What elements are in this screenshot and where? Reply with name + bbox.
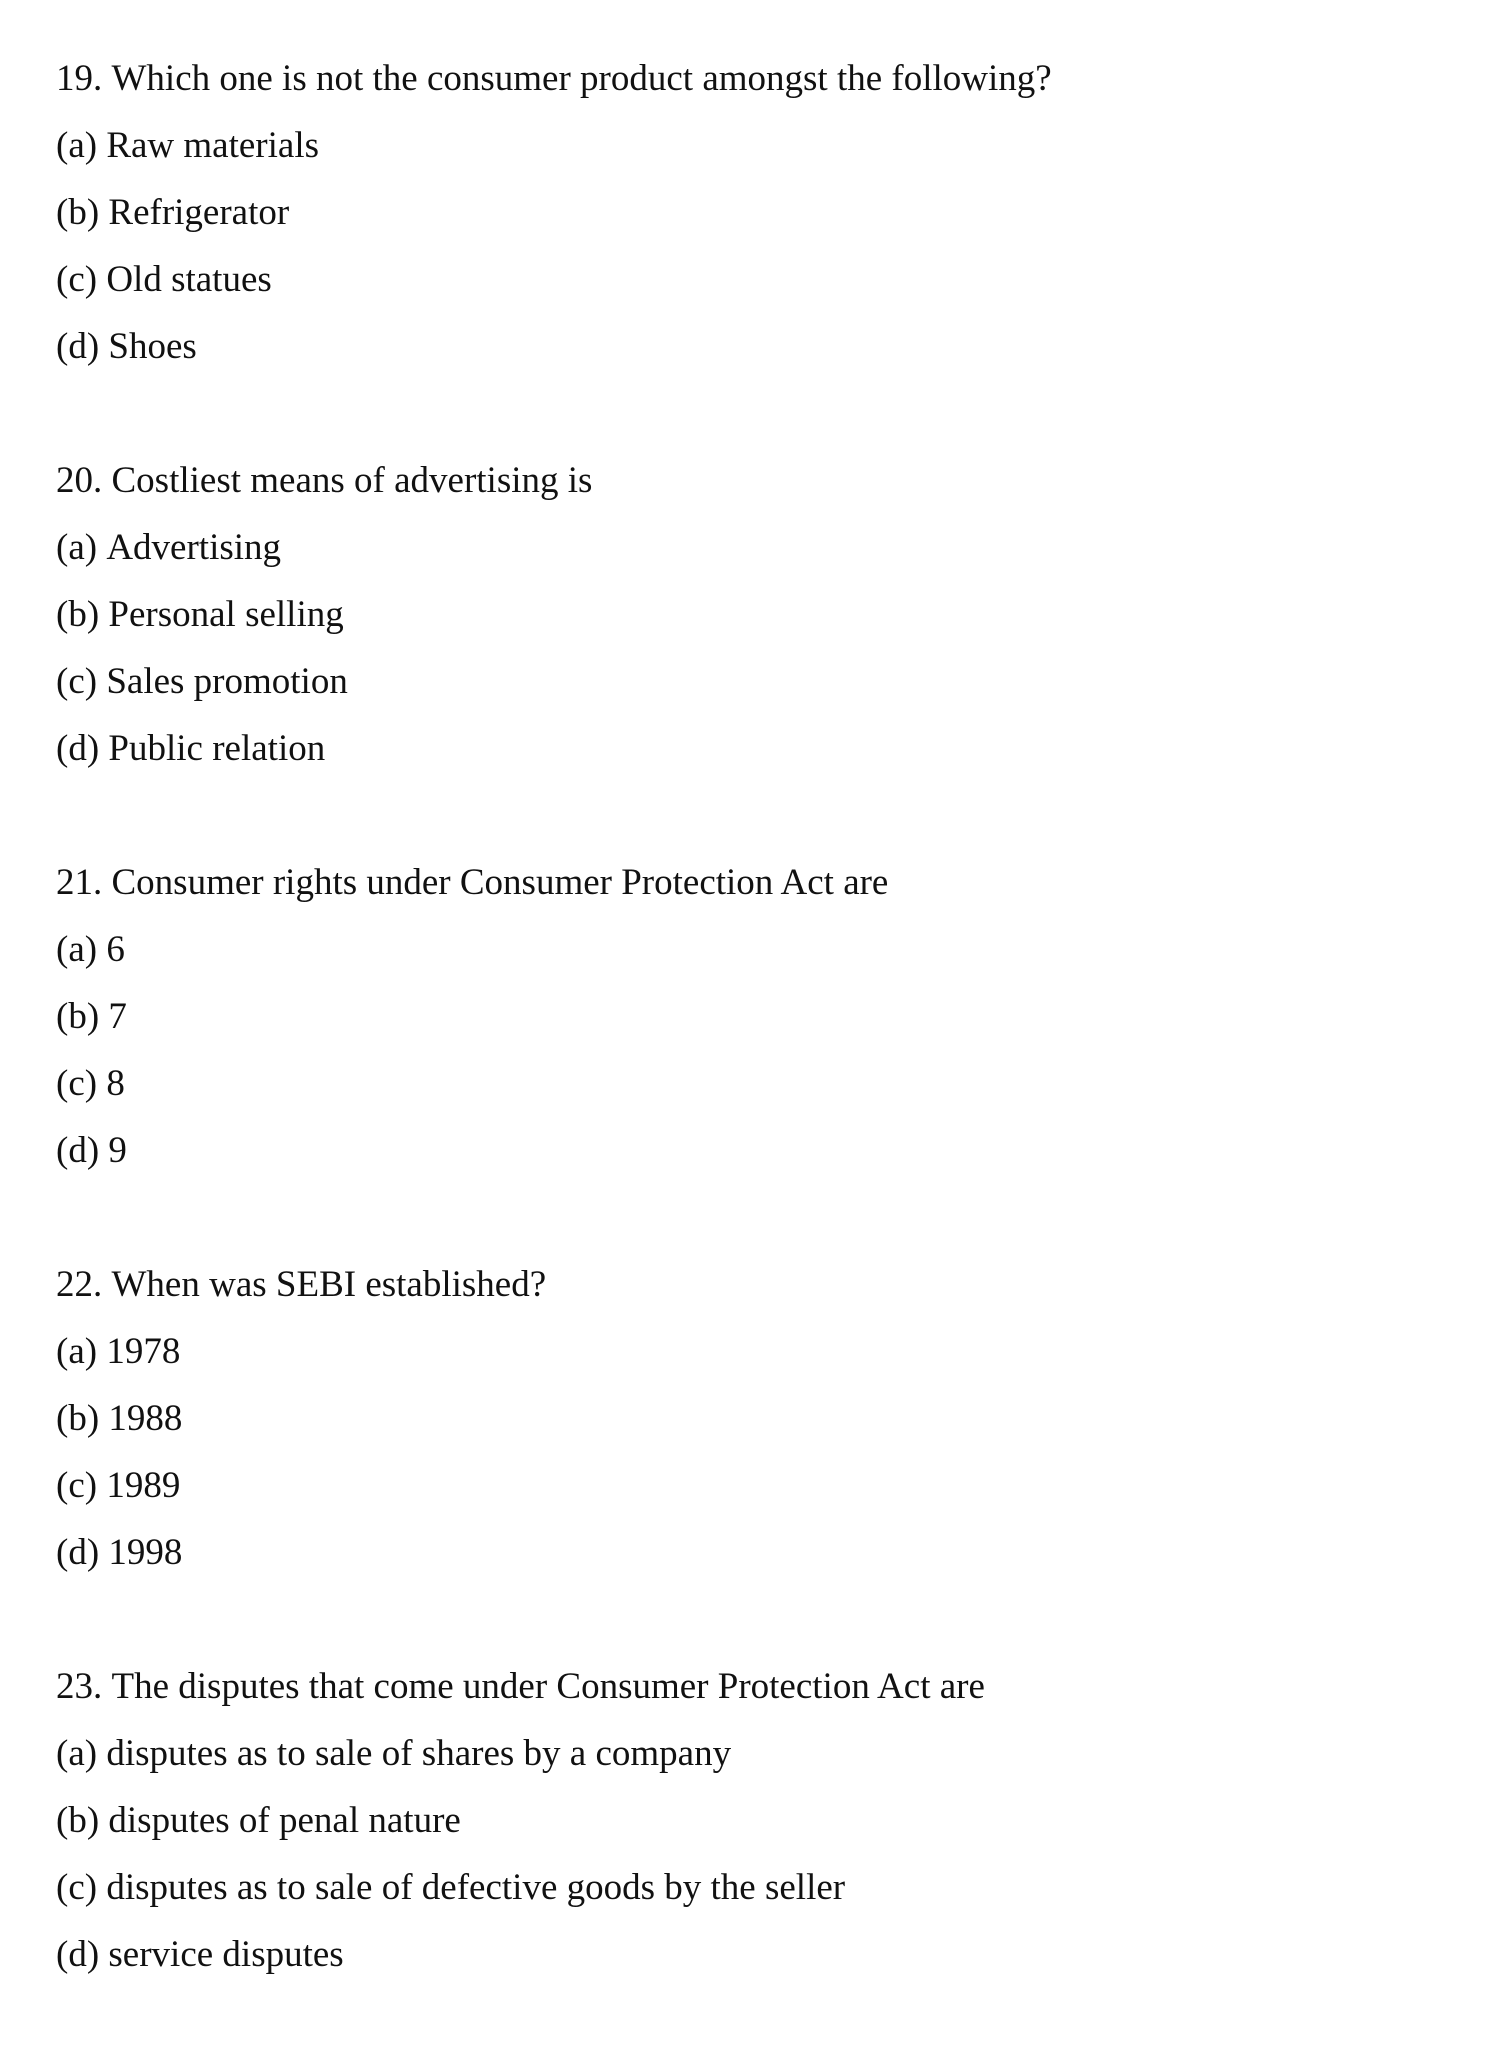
option-label: (c): [56, 1465, 98, 1506]
question-number: 20.: [56, 460, 103, 501]
option-label: (a): [56, 929, 98, 970]
question-stem: [56, 1251, 1465, 1318]
option-label: (c): [56, 1063, 98, 1104]
option-label: (c): [56, 1867, 98, 1908]
option-label: (b): [56, 1800, 100, 1841]
option-a: [56, 1318, 1465, 1385]
option-b: [56, 983, 1465, 1050]
option-c: [56, 1854, 1465, 1921]
option-text: Refrigerator: [108, 192, 290, 233]
option-text: 1998: [108, 1532, 183, 1573]
option-label: (d): [56, 1934, 100, 1975]
option-d: [56, 1519, 1465, 1586]
option-d: [56, 1117, 1465, 1184]
option-c: [56, 648, 1465, 715]
option-text: Personal selling: [108, 594, 344, 635]
option-text: Raw materials: [106, 125, 320, 166]
option-text: 8: [106, 1063, 125, 1104]
option-label: (d): [56, 326, 100, 367]
question-text: Consumer rights under Consumer Protection Act are: [111, 862, 889, 903]
option-b: [56, 1385, 1465, 1452]
option-label: (b): [56, 1398, 100, 1439]
option-a: [56, 916, 1465, 983]
option-b: [56, 1787, 1465, 1854]
option-text: 7: [108, 996, 127, 1037]
question-23: [56, 1653, 1465, 1988]
option-text: disputes as to sale of shares by a company: [106, 1733, 732, 1774]
mcq-document: [56, 45, 1465, 2055]
option-c: [56, 1452, 1465, 1519]
option-text: Sales promotion: [106, 661, 348, 702]
question-stem: [56, 849, 1465, 916]
option-text: 1989: [106, 1465, 181, 1506]
option-text: disputes as to sale of defective goods by the seller: [106, 1867, 846, 1908]
option-text: Shoes: [108, 326, 197, 367]
question-text: When was SEBI established?: [111, 1264, 547, 1305]
question-21: [56, 849, 1465, 1184]
option-b: [56, 179, 1465, 246]
option-d: [56, 715, 1465, 782]
question-20: [56, 447, 1465, 782]
option-text: Advertising: [106, 527, 282, 568]
option-label: (c): [56, 259, 98, 300]
question-stem: [56, 447, 1465, 514]
option-b: [56, 581, 1465, 648]
option-text: 6: [106, 929, 125, 970]
option-label: (b): [56, 594, 100, 635]
option-text: 9: [108, 1130, 127, 1171]
option-label: (b): [56, 192, 100, 233]
option-text: Public relation: [108, 728, 326, 769]
option-label: (d): [56, 1532, 100, 1573]
option-text: 1978: [106, 1331, 181, 1372]
option-text: Old statues: [106, 259, 272, 300]
option-text: service disputes: [108, 1934, 344, 1975]
option-label: (d): [56, 728, 100, 769]
option-c: [56, 1050, 1465, 1117]
question-text: Which one is not the consumer product amongst the following?: [111, 58, 1052, 99]
question-text: The disputes that come under Consumer Protection Act are: [111, 1666, 985, 1707]
option-a: [56, 1720, 1465, 1787]
question-22: [56, 1251, 1465, 1586]
option-label: (d): [56, 1130, 100, 1171]
option-d: [56, 1921, 1465, 1988]
question-number: 23.: [56, 1666, 103, 1707]
option-a: [56, 112, 1465, 179]
option-c: [56, 246, 1465, 313]
question-text: Costliest means of advertising is: [111, 460, 593, 501]
question-number: 19.: [56, 58, 103, 99]
option-label: (a): [56, 1733, 98, 1774]
option-d: [56, 313, 1465, 380]
question-19: [56, 45, 1465, 380]
option-label: (b): [56, 996, 100, 1037]
option-label: (a): [56, 1331, 98, 1372]
option-text: disputes of penal nature: [108, 1800, 461, 1841]
option-label: (c): [56, 661, 98, 702]
question-number: 22.: [56, 1264, 103, 1305]
option-label: (a): [56, 125, 98, 166]
question-stem: [56, 1653, 1465, 1720]
question-stem: [56, 45, 1465, 112]
option-a: [56, 514, 1465, 581]
option-text: 1988: [108, 1398, 183, 1439]
option-label: (a): [56, 527, 98, 568]
question-number: 21.: [56, 862, 103, 903]
